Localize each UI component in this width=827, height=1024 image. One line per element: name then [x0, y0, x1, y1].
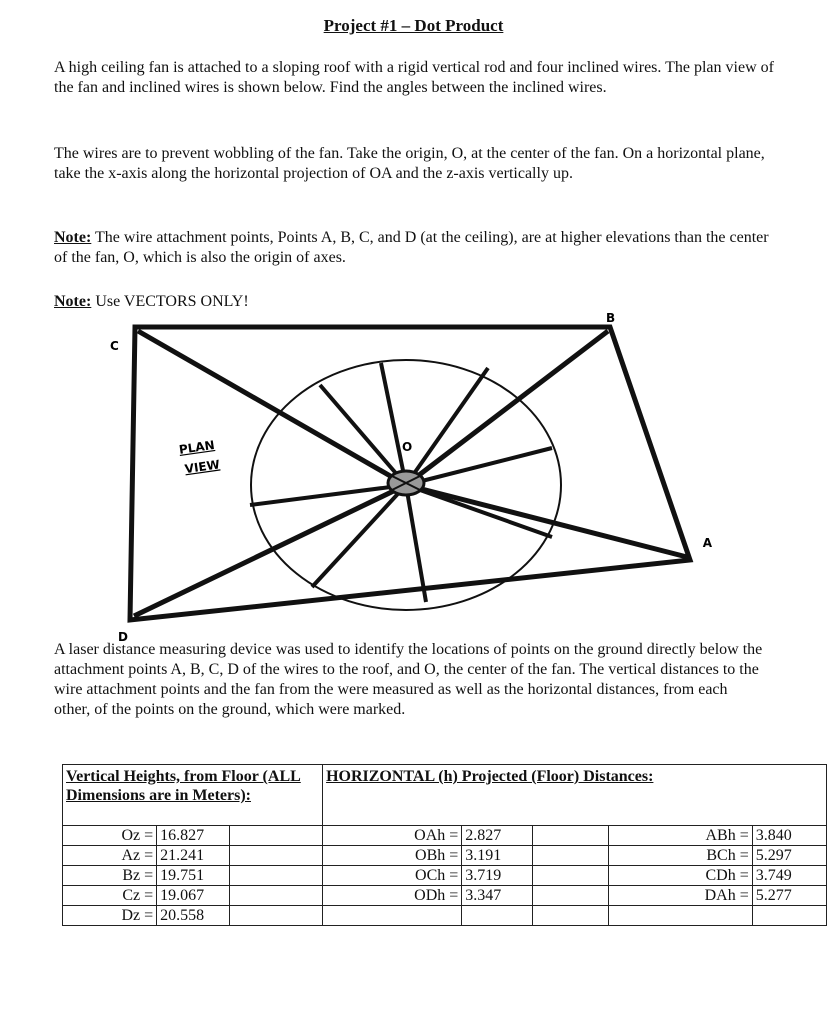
label-b: B [606, 311, 616, 325]
hc-value: 3.719 [462, 866, 532, 886]
vz-value: 21.241 [157, 846, 230, 866]
hc-label: OAh = [323, 826, 462, 846]
he-value: 5.277 [752, 886, 826, 906]
empty-cell [608, 906, 752, 926]
fan-blade [320, 385, 406, 485]
note-elevation [54, 228, 774, 268]
wire-ob [406, 331, 608, 485]
hc-value: 2.827 [462, 826, 532, 846]
hc-label: OCh = [323, 866, 462, 886]
note-label-2: Note: [54, 293, 92, 310]
vz-value: 19.751 [157, 866, 230, 886]
empty-cell [462, 906, 532, 926]
wire-oc [138, 331, 406, 485]
empty-cell [752, 906, 826, 926]
intro-paragraph: A high ceiling fan is attached to a sloping roof with a rigid vertical rod and four inclined wires. The plan view of the fan and inclined wires is shown below. Find the angles between the inclined wires. [54, 59, 774, 96]
he-value: 3.749 [752, 866, 826, 886]
vz-label: Cz = [63, 886, 157, 906]
view-label: VIEW [183, 457, 221, 477]
he-label: BCh = [608, 846, 752, 866]
vz-value: 16.827 [157, 826, 230, 846]
he-label: ABh = [608, 826, 752, 846]
empty-cell [532, 846, 608, 866]
empty-cell [229, 886, 322, 906]
empty-cell [229, 846, 322, 866]
label-c: C [110, 339, 119, 353]
hc-label: OBh = [323, 846, 462, 866]
axes-paragraph: The wires are to prevent wobbling of the fan. Take the origin, O, at the center of the fan. On a horizontal plane, take the x-axis along the horizontal projection of OA and the z-axis vertically up. [54, 145, 765, 182]
plan-label: PLAN [178, 437, 216, 457]
note-label: Note: [54, 229, 92, 246]
hc-value: 3.347 [462, 886, 532, 906]
table-row [63, 866, 827, 886]
vz-label: Bz = [63, 866, 157, 886]
vz-label: Oz = [63, 826, 157, 846]
he-label: CDh = [608, 866, 752, 886]
fan-blade [406, 485, 426, 602]
empty-cell [532, 826, 608, 846]
page-title: Project #1 – Dot Product [323, 16, 504, 35]
empty-cell [323, 906, 462, 926]
hc-label: ODh = [323, 886, 462, 906]
vz-value: 20.558 [157, 906, 230, 926]
he-label: DAh = [608, 886, 752, 906]
wire-oa [406, 485, 687, 557]
table-row [63, 906, 827, 926]
fan-blade [312, 485, 406, 587]
label-d: D [118, 630, 128, 644]
table-row [63, 826, 827, 846]
he-value: 5.297 [752, 846, 826, 866]
empty-cell [229, 826, 322, 846]
table-row [63, 886, 827, 906]
vz-value: 19.067 [157, 886, 230, 906]
label-a: A [702, 536, 712, 550]
vz-label: Dz = [63, 906, 157, 926]
empty-cell [532, 906, 608, 926]
note-vectors-text: Use VECTORS ONLY! [91, 293, 249, 310]
empty-cell [229, 906, 322, 926]
vertical-heights-header: Vertical Heights, from Floor (ALL Dimensions are in Meters): [63, 765, 323, 826]
empty-cell [229, 866, 322, 886]
empty-cell [532, 866, 608, 886]
note-elevation-text: The wire attachment points, Points A, B, C, and D (at the ceiling), are at higher elevations than the center of the fan, O, which is also the origin of axes. [54, 229, 769, 266]
fan-blade [381, 363, 406, 485]
he-value: 3.840 [752, 826, 826, 846]
table-row [63, 846, 827, 866]
measurement-paragraph: A laser distance measuring device was used to identify the locations of points on the ground directly below the attachment points A, B, C, D of the wires to the roof, and O, the center of the fan. The vertical distances to the wire attachment points and the fan from the were measured as well as the horizontal distances, from each other, of the points on the ground, which were marked. [54, 641, 763, 718]
empty-cell [532, 886, 608, 906]
plan-view-diagram [90, 305, 710, 650]
fan-blade [406, 485, 552, 537]
measurements-table [62, 764, 827, 926]
label-o: O [402, 440, 413, 454]
vz-label: Az = [63, 846, 157, 866]
horizontal-distances-header: HORIZONTAL (h) Projected (Floor) Distances: [323, 765, 827, 826]
hc-value: 3.191 [462, 846, 532, 866]
